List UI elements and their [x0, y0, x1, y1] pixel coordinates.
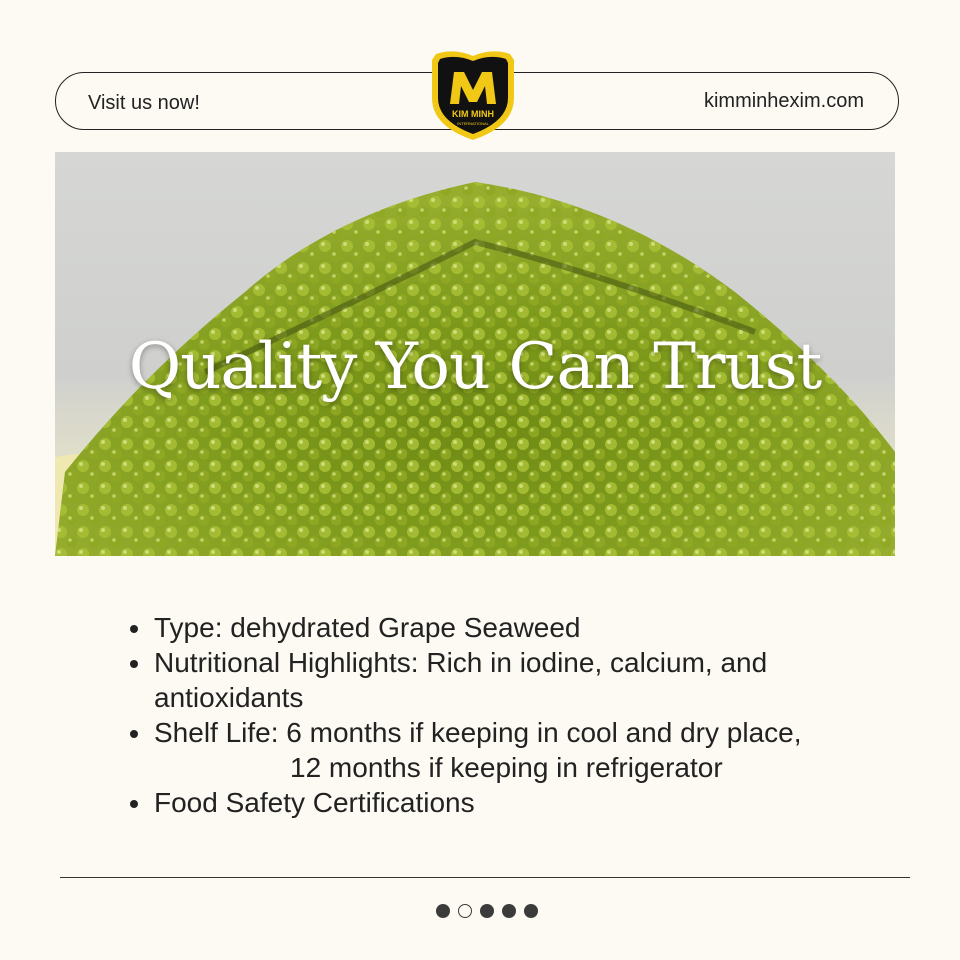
hero-banner	[55, 152, 895, 556]
list-item: Food Safety Certifications	[130, 785, 890, 820]
visit-us-text: Visit us now!	[88, 92, 200, 114]
kim-minh-logo-icon	[424, 46, 522, 144]
pagination-dots	[436, 904, 538, 918]
website-link[interactable]: kimminhexim.com	[703, 90, 864, 112]
divider	[60, 877, 910, 878]
list-item: Type: dehydrated Grape Seaweed	[130, 610, 890, 645]
pagination-dot-5[interactable]	[524, 904, 538, 918]
list-item: Nutritional Highlights: Rich in iodine, calcium, and antioxidants	[130, 645, 890, 715]
pagination-dot-2-active[interactable]	[458, 904, 472, 918]
shelf-life-continuation: 12 months if keeping in refrigerator	[290, 752, 723, 783]
pagination-dot-3[interactable]	[480, 904, 494, 918]
product-details-list	[130, 610, 890, 820]
list-item: Shelf Life: 6 months if keeping in cool and dry place, 12 months if keeping in refrigerator	[130, 715, 890, 785]
pagination-dot-1[interactable]	[436, 904, 450, 918]
logo-name: KIM MINH	[452, 109, 494, 119]
pagination-dot-4[interactable]	[502, 904, 516, 918]
logo-sub: INTERNATIONAL	[457, 121, 489, 126]
hero-title: Quality You Can Trust	[128, 330, 822, 404]
